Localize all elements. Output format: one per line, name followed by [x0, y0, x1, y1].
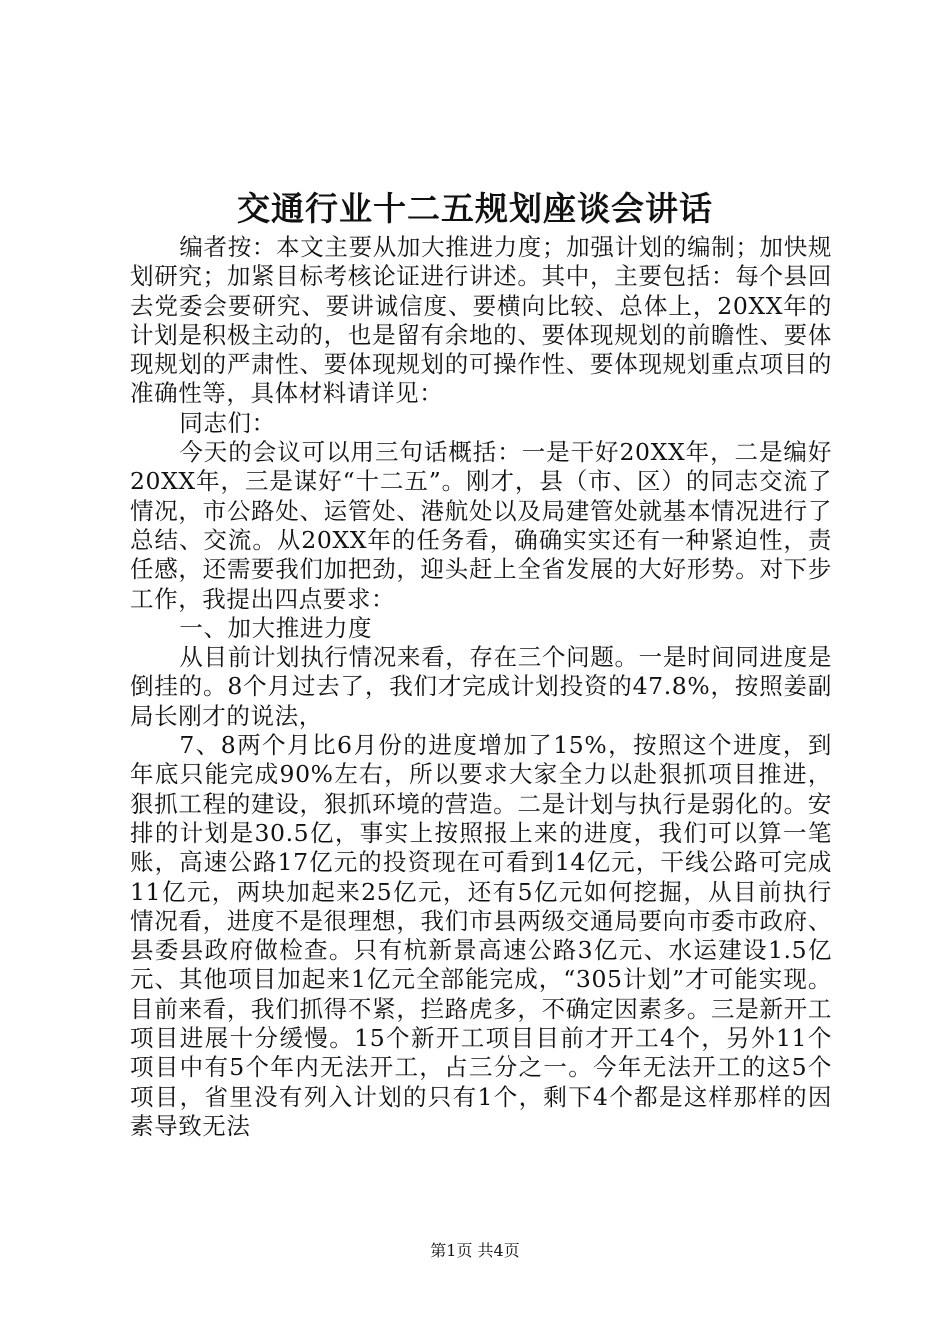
page-number-footer: 第1页 共4页	[430, 1241, 520, 1260]
document-title: 交通行业十二五规划座谈会讲话	[237, 189, 713, 228]
body-paragraph: 7、8两个月比6月份的进度增加了15%，按照这个进度，到年底只能完成90%左右，所以要求大家全力以赴狠抓项目推进，狠抓工程的建设，狠抓环境的营造。二是计划与执行是弱化的。安排的计划是30.5亿，事实上按照报上来的进度，我们可以算一笔账，高速公路17亿元的投资现在可看到14亿元，干线公路可完成11亿元，两块加起来25亿元，还有5亿元如何挖掘，从目前执行情况看，进度不是很理想，我们市县两级交通局要向市委市政府、县委县政府做检查。只有杭新景高速公路3亿元、水运建设1.5亿元、其他项目加起来1亿元全部能完成，“305计划”才可能实现。目前来看，我们抓得不紧，拦路虎多，不确定因素多。三是新开工项目进展十分缓慢。15个新开工项目目前才开工4个，另外11个项目中有5个年内无法开工，占三分之一。今年无法开工的这5个项目，省里没有列入计划的只有1个，剩下4个都是这样那样的因素导致无法	[130, 731, 832, 1140]
section-heading: 一、加大推进力度	[179, 613, 373, 642]
document-body	[130, 233, 832, 1141]
salutation-paragraph: 同志们：	[179, 408, 276, 437]
body-paragraph: 从目前计划执行情况来看，存在三个问题。一是时间同进度是倒挂的。8个月过去了，我们才完成计划投资的47.8%，按照姜副局长刚才的说法，	[130, 643, 832, 730]
body-paragraph: 今天的会议可以用三句话概括：一是干好20XX年，二是编好20XX年，三是谋好“十二五”。刚才，县（市、区）的同志交流了情况，市公路处、运管处、港航处以及局建管处就基本情况进行了总结、交流。从20XX年的任务看，确确实实还有一种紧迫性，责任感，还需要我们加把劲，迎头赶上全省发展的大好形势。对下步工作，我提出四点要求：	[130, 438, 832, 613]
editor-note-paragraph: 编者按：本文主要从加大推进力度；加强计划的编制；加快规划研究；加紧目标考核论证进行讲述。其中，主要包括：每个县回去党委会要研究、要讲诚信度、要横向比较、总体上，20XX年的计划是积极主动的，也是留有余地的、要体现规划的前瞻性、要体现规划的严肃性、要体现规划的可操作性、要体现规划重点项目的准确性等，具体材料请详见：	[130, 233, 832, 408]
